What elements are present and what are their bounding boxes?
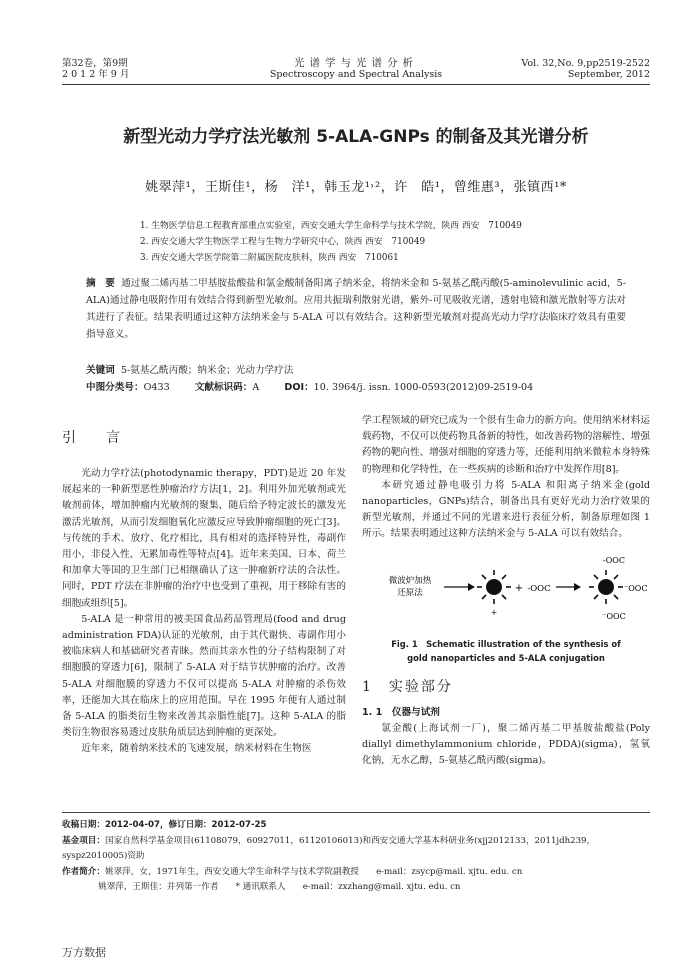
doc-value: A <box>252 382 260 393</box>
author-bio-label: 作者简介： <box>62 866 105 877</box>
abstract-text: 通过聚二烯丙基二甲基胺盐酸盐和氯金酸制备阳离子纳米金，将纳米金和 5-氨基乙酰丙酸(5-aminolevulinic acid，5-ALA)通过静电吸附作用有效结合得到新型光敏剂。应用共振瑞利散射光谱，紫外-可见吸收光谱，透射电镜和激光散射等方法对其进行了表征。结果表明通过这种方法纳米金与 5-ALA 可以有效结合。这种新型光敏剂对提高光动力学疗法临床疗效具有重要指导意义。 <box>86 278 627 340</box>
footnote-divider <box>62 812 650 813</box>
affiliation-item: 1. 生物医学信息工程教育部重点实验室，西安交通大学生命科学与技术学院，陕西 西安 710049 <box>140 221 522 231</box>
reaction-arrow <box>444 583 475 591</box>
body-paragraph: 学工程领域的研究已成为一个很有生命力的新方向。使用纳米材料运载药物，不仅可以使药物具备新的特性，如改善药物的溶解性、增强药物的靶向性、增强对细胞的穿透力等，还能利用纳米微粒本身特殊的物理和化学特性，在一些疾病的诊断和治疗中发挥作用[8]。 <box>362 415 650 475</box>
cationic-gold-nanoparticle <box>477 570 511 617</box>
header-volume-line: 第32卷，第9期 <box>62 58 128 69</box>
plus-sign: + <box>514 582 524 594</box>
subsection-1-1-heading: 1. 1 仪器与试剂 <box>362 706 440 718</box>
header-volume <box>62 58 212 80</box>
author-bio <box>62 865 650 881</box>
paper-title: 新型光动力学疗法光敏剂 5-ALA-GNPs 的制备及其光谱分析 <box>123 127 589 147</box>
clc-label: 中图分类号： <box>86 382 144 393</box>
author-list: 姚翠萍¹，王斯佳¹，杨 洋¹，韩玉龙¹˒²，许 皓¹，曾维惠³，张镇西¹* <box>145 180 567 195</box>
method-label: 还原法 <box>397 587 423 598</box>
right-column <box>362 413 650 769</box>
keywords <box>86 362 626 379</box>
ala-carboxyl: -OOC <box>527 583 551 594</box>
doi-label: DOI： <box>284 382 314 393</box>
funding <box>62 834 650 865</box>
conjugate-carboxyl: -OOC <box>603 555 625 565</box>
keywords-label: 关键词 <box>86 365 115 376</box>
header-date-line: 2 0 1 2 年 9 月 <box>62 69 130 80</box>
schematic-illustration <box>362 549 650 637</box>
affiliation-item: 3. 西安交通大学医学院第二附属医院皮肤科，陕西 西安 710061 <box>140 253 399 263</box>
conjugate-carboxyl: ⁻OOC <box>624 583 648 593</box>
author-bio-text: 姚翠萍，女，1971年生，西安交通大学生命科学与技术学院副教授 e-mail：zsycp@mail. xjtu. edu. cn <box>104 866 523 877</box>
doc-label: 文献标识码： <box>194 382 253 393</box>
abstract-label: 摘 要 <box>86 278 115 289</box>
doi-value: 10. 3964/j. issn. 1000-0593(2012)09-2519-04 <box>313 382 534 393</box>
reaction-arrow <box>556 583 581 591</box>
classification <box>86 379 626 396</box>
caption-line: Fig. 1 Schematic illustration of the synthesis of <box>391 638 621 649</box>
conjugate-carboxyl: ⁻OOC <box>602 611 626 621</box>
clc-value: O433 <box>143 382 170 393</box>
section-1-heading: 1 实验部分 <box>362 678 453 695</box>
clc-code <box>86 382 170 393</box>
caption-line: gold nanoparticles and 5-ALA conjugation <box>407 652 605 663</box>
header-journal-name <box>212 58 500 80</box>
doi <box>284 382 533 393</box>
journal-name-en: Spectroscopy and Spectral Analysis <box>269 69 443 80</box>
journal-name-cn: 光谱学与光谱分析 <box>294 57 418 69</box>
affiliation-item: 2. 西安交通大学生物医学工程与生物力学研究中心，陕西 西安 710049 <box>140 237 426 247</box>
intro-paragraph: 近年来，随着纳米技术的飞速发展，纳米材料在生物医 <box>81 743 312 755</box>
body-paragraph: 氯金酸(上海试剂一厂)，聚二烯丙基二甲基胺盐酸盐(Poly diallyl dimethylammonium chloride，PDDA)(sigma)，氢氧化钠，无水乙醇，5-氨基乙酰丙酸(sigma)。 <box>362 722 650 767</box>
abstract <box>86 275 626 343</box>
doc-code <box>195 382 260 393</box>
watermark: 万方数据 <box>62 946 106 959</box>
intro-heading: 引 言 <box>62 430 128 446</box>
header-month: September, 2012 <box>567 69 650 80</box>
header-pages <box>500 58 650 80</box>
left-column <box>62 420 346 758</box>
method-label: 微波炉加热 <box>388 575 432 586</box>
intro-paragraph: 5-ALA 是一种常用的被美国食品药品管理局(food and drug administration FDA)认证的光敏剂，由于其代谢快、毒副作用小被临床病人和基础研究者青睐。然而其亲水性的分子结构限制了对细胞膜的穿透力[6]，限制了 5-ALA 对于结节状肿瘤的治疗。改善 5-ALA 对细胞膜的穿透力不仅可以提高 5-ALA 对肿瘤的杀伤效率，还能加大其在临床上的应用范围。早在 1995 年便有人通过制备 5-ALA 的脂类衍生物来改善其亲脂性能[7]。这种 5-ALA 的脂类衍生物很容易透过皮肤角质层达到肿瘤的更深处。 <box>62 613 346 739</box>
figure-1 <box>362 549 650 637</box>
funding-label: 基金项目： <box>62 835 105 846</box>
affiliations <box>140 218 650 266</box>
keywords-text: 5-氨基乙酰丙酸；纳米金；光动力学疗法 <box>120 365 294 376</box>
header-divider <box>62 84 650 85</box>
body-paragraph: 本研究通过静电吸引力将 5-ALA 和阳离子纳米金(gold nanoparticles，GNPs)结合，制备出具有更好光动力治疗效果的新型光敏剂，并通过不同的光谱来进行表征分析，制备原理如图 1 所示。结果表明通过这种方法纳米金与 5-ALA 可以有效结合。 <box>362 479 650 540</box>
positive-charge: + <box>490 607 498 617</box>
journal-header <box>62 58 650 84</box>
received-dates: 收稿日期：2012-04-07，修订日期：2012-07-25 <box>62 820 267 830</box>
footnotes <box>62 818 650 896</box>
ala-gold-conjugate <box>589 556 647 621</box>
funding-text: 国家自然科学基金项目(61108079，60927011，61120106013)和西安交通大学基本科研业务(xjj2012133，2011jdh239，syspz2010005)资助 <box>62 835 596 861</box>
figure-caption <box>362 637 650 665</box>
header-vol-pages: Vol. 32,No. 9,pp2519-2522 <box>521 58 650 69</box>
intro-paragraph: 光动力学疗法(photodynamic therapy，PDT)是近 20 年发展起来的一种新型恶性肿瘤治疗方法[1，2]。利用外加光敏剂或光敏剂前体，增加肿瘤内光敏剂的聚集，随后给予特定波长的激发光激活光敏剂，从而引发细胞氧化应激反应导致肿瘤细胞的死亡[3]。与传统的手术、放疗、化疗相比，具有相对的选择特异性，毒副作用小，非侵入性，无累加毒性等特点[4]。近年来美国、日本、荷兰和加拿大等国的卫生部门已相继确认了这一肿瘤新疗法的合法性。同时，PDT 疗法在非肿瘤的治疗中也受到了重视，用于移除有害的细胞或组织[5]。 <box>62 468 346 609</box>
author-note: 姚翠萍，王斯佳：并列第一作者 * 通讯联系人 e-mail：zxzhang@mail. xjtu. edu. cn <box>98 882 461 892</box>
